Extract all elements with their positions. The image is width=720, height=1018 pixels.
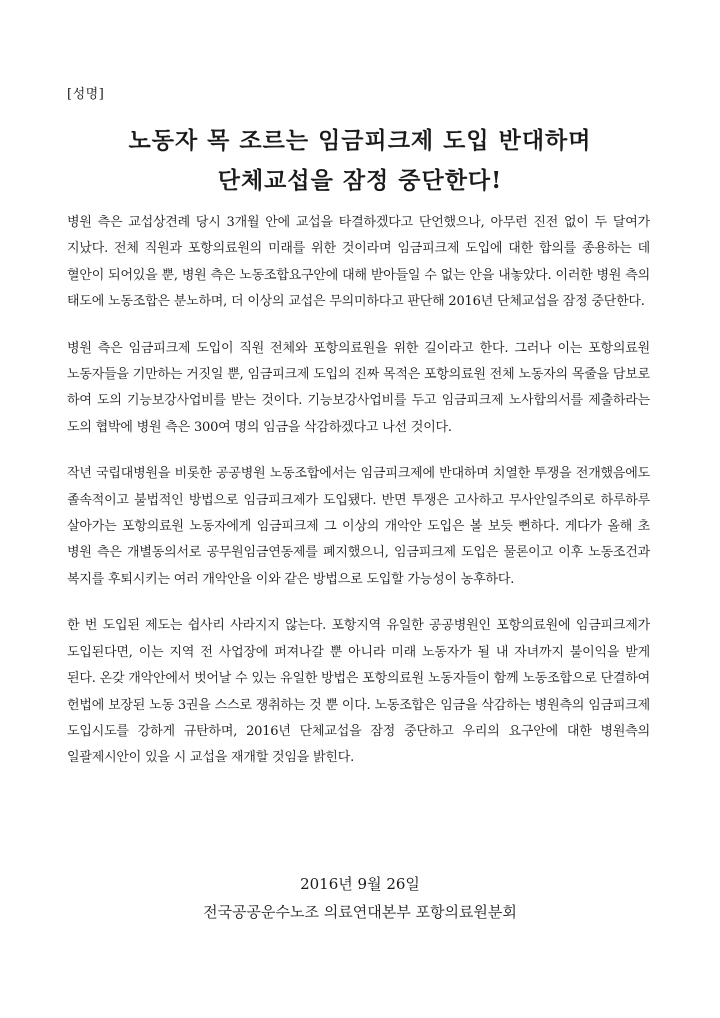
issuing-organization: 전국공공운수노조 의료연대본부 포항의료원분회 [203, 903, 517, 921]
body-paragraph-2: 병원 측은 임금피크제 도입이 직원 전체와 포항의료원을 위한 길이라고 한다. 그러나 이는 포항의료원 노동자들을 기만하는 거짓일 뿐, 임금피크제 도입의 진짜 목적은 포항의료원 전체 노동자의 목줄을 담보로 하여 도의 기능보강사업비를 받는 것이다. 기능보강사업비를 두고 임금피크제 노사합의서를 제출하라는 도의 협박에 병원 측은 300여 명의 임금을 삭감하겠다고 나선 것이다. [67, 340, 650, 435]
statement-title-line1: 노동자 목 조르는 임금피크제 도입 반대하며 [128, 127, 592, 154]
body-paragraph-3: 작년 국립대병원을 비롯한 공공병원 노동조합에서는 임금피크제에 반대하며 치열한 투쟁을 전개했음에도 졸속적이고 불법적인 방법으로 임금피크제가 도입됐다. 반면 투쟁은 고사하고 무사안일주의로 하루하루 살아가는 포항의료원 노동자에게 임금피크제 그 이상의 개악안 도입은 볼 보듯 뻔하다. 게다가 올해 초 병원 측은 개별동의서로 공무원임금연동제를 폐지했으니, 임금피크제 도입은 물론이고 이후 노동조건과 복지를 후퇴시키는 여러 개악안을 이와 같은 방법으로 도입할 가능성이 농후하다. [67, 466, 650, 587]
body-paragraph-1: 병원 측은 교섭상견례 당시 3개월 안에 교섭을 타결하겠다고 단언했으나, 아무런 진전 없이 두 달여가 지났다. 전체 직원과 포항의료원의 미래를 위한 것이라며 임금피크제 도입에 대한 합의를 종용하는 데 혈안이 되어있을 뿐, 병원 측은 노동조합요구안에 대해 받아들일 수 없는 안을 내놓았다. 이러한 병원 측의 태도에 노동조합은 분노하며, 더 이상의 교섭은 무의미하다고 판단해 2016년 단체교섭을 잠정 중단한다. [67, 215, 650, 310]
statement-body [67, 210, 650, 792]
statement-title-line2: 단체교섭을 잠정 중단한다! [217, 167, 503, 194]
statement-date: 2016년 9월 26일 [300, 875, 420, 893]
body-paragraph-4: 한 번 도입된 제도는 쉽사리 사라지지 않는다. 포항지역 유일한 공공병원인 포항의료원에 임금피크제가 도입된다면, 이는 지역 전 사업장에 퍼져나갈 뿐 아니라 미래 노동자가 될 내 자녀까지 불이익을 받게 된다. 온갖 개악안에서 벗어날 수 있는 유일한 방법은 포항의료원 노동자들이 함께 노동조합으로 단결하여 헌법에 보장된 노동 3권을 스스로 쟁취하는 것 뿐 이다. 노동조합은 임금을 삭감하는 병원측의 임금피크제 도입시도를 강하게 규탄하며, 2016년 단체교섭을 잠정 중단하고 우리의 요구안에 대한 병원측의 일괄제시안이 있을 시 교섭을 재개할 것임을 밝힌다. [67, 618, 650, 766]
document-type-label: [성명] [67, 87, 105, 102]
